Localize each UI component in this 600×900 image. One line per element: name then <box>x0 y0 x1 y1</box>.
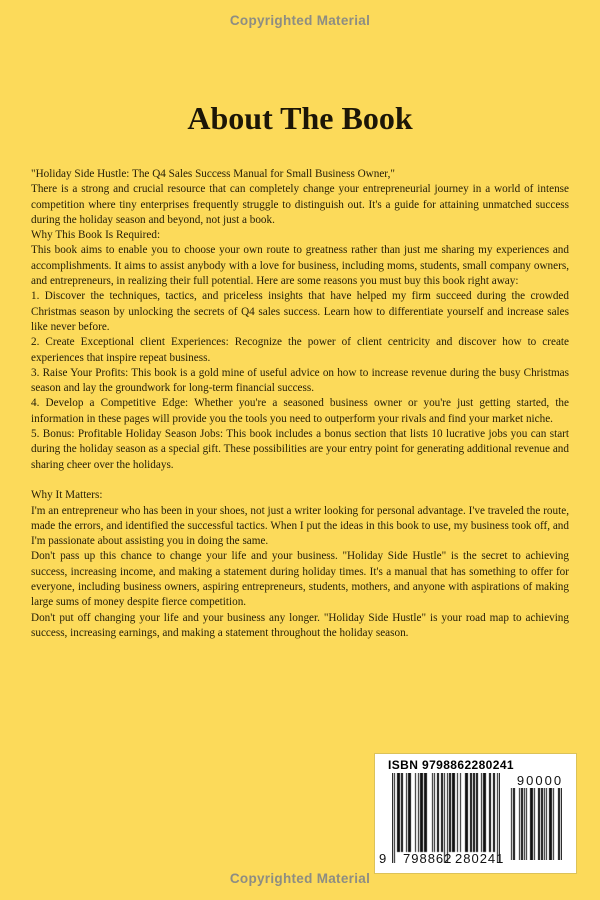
ean13-barcode <box>392 773 500 863</box>
isbn-number-label: ISBN 9798862280241 <box>388 758 514 772</box>
body-paragraph: Don't put off changing your life and your business any longer. "Holiday Side Hustle" is your road map to achieving success, increasing earnings, and making a statement throughout the holiday season. <box>31 611 569 639</box>
list-item-1: 1. Discover the techniques, tactics, and priceless insights that have helped my firm succeed during the crowded Christmas season by unlocking the secrets of Q4 sales success. Learn how to differentiate yourself and increase sales like never before. <box>31 290 569 333</box>
page-title: About The Book <box>187 100 413 136</box>
list-item-5: 5. Bonus: Profitable Holiday Season Jobs: This book includes a bonus section that lists 10 lucrative jobs you can start during the holiday season as a special gift. These possibilities are your entry point for generating additional revenue and sharing cheer over the holidays. <box>31 428 569 471</box>
blank-line <box>31 473 569 488</box>
price-code-label: 90000 <box>516 773 564 788</box>
body-paragraph: Don't pass up this chance to change your life and your business. "Holiday Side Hustle" is the secret to achieving success, increasing income, and making a statement during holiday times. It's a manual that has something to offer for everyone, including business owners, aspiring entrepreneurs, students, mothers, and anyone with aspirations of making large sums of money despite fierce competition. <box>31 550 569 609</box>
list-item-2: 2. Create Exceptional client Experiences: Recognize the power of client centricity and discover how to create experiences that inspire repeat business. <box>31 336 569 364</box>
copyright-notice-top: Copyrighted Material <box>229 13 371 28</box>
barcode-digit-first: 9 <box>379 851 388 866</box>
barcode-digits-group2: 280241 <box>455 851 505 866</box>
body-paragraph: This book aims to enable you to choose your own route to greatness rather than just me sharing my experiences and accomplishments. It aims to assist anybody with a love for business, including moms, students, small company owners, and entrepreneurs, in realizing their full potential. Here are some reasons you must buy this book right away: <box>31 244 569 288</box>
section-heading-why-it-matters: Why It Matters: <box>31 489 103 502</box>
list-item-3: 3. Raise Your Profits: This book is a gold mine of useful advice on how to increase revenue during the busy Christmas season and lay the groundwork for long-term financial success. <box>31 366 569 395</box>
book-subtitle-line: "Holiday Side Hustle: The Q4 Sales Success Manual for Small Business Owner," <box>31 168 395 180</box>
ean5-addon-barcode <box>510 788 562 860</box>
list-item-4: 4. Develop a Competitive Edge: Whether you're a seasoned business owner or you're just getting started, the information in these pages will provide you the tools you need to outperform your rivals and find your market niche. <box>31 397 569 425</box>
isbn-barcode-panel <box>375 754 576 873</box>
body-paragraph: I'm an entrepreneur who has been in your shoes, not just a writer looking for personal advantage. I've traveled the route, made the errors, and identified the successful tactics. When I put the ideas in this book to use, my business took off, and I'm passionate about assisting you in doing the same. <box>31 504 569 548</box>
about-text-block <box>31 167 569 641</box>
barcode-digits-group1: 798862 <box>403 851 453 866</box>
section-heading-why-required: Why This Book Is Required: <box>31 229 161 242</box>
copyright-notice-bottom: Copyrighted Material <box>229 871 371 886</box>
body-paragraph: There is a strong and crucial resource that can completely change your entrepreneurial journey in a world of intense competition where tiny enterprises frequently struggle to distinguish out. It's a guide for attaining unmatched success during the holiday season and beyond, not just a book. <box>31 183 569 226</box>
